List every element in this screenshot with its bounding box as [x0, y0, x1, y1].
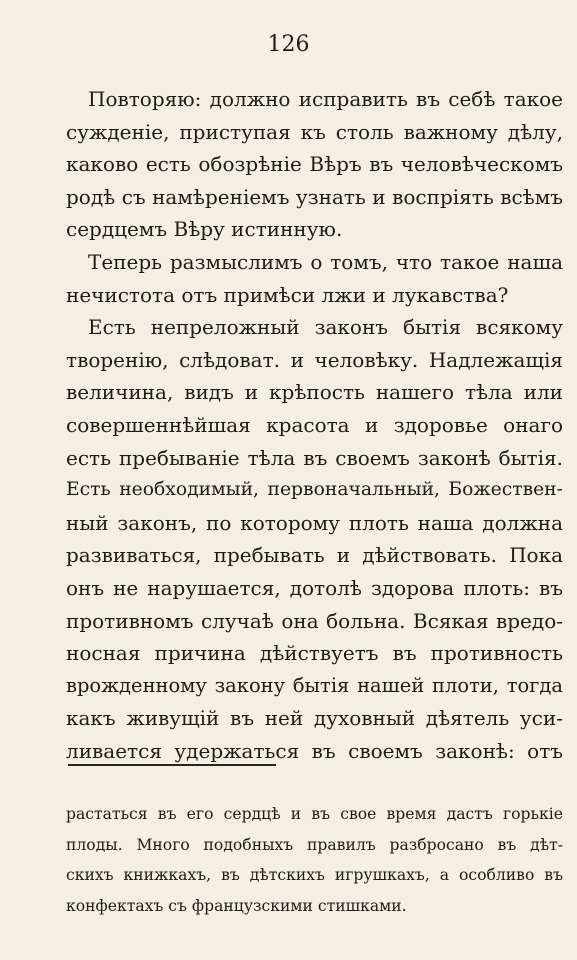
- paragraph-line: Повторяю: должно исправить въ себѣ такое: [88, 87, 563, 111]
- paragraph-line: какъ живущій въ ней духовный дѣятель уси-: [66, 706, 563, 731]
- paragraph-line: совершеннѣйшая красота и здоровье онаго: [66, 412, 563, 437]
- paragraph-line: родѣ съ намѣреніемъ узнать и воспріять всѣмъ: [66, 184, 563, 209]
- footnote-line: конфектахъ съ французскими стишками.: [66, 896, 407, 915]
- paragraph-line: онъ не нарушается, дотолѣ здорова плоть: въ: [66, 575, 563, 600]
- paragraph-line: каково есть обозрѣніе Вѣръ въ человѣческомъ: [66, 152, 563, 177]
- footnote-line: скихъ книжкахъ, въ дѣтскихъ игрушкахъ, а особливо въ: [66, 866, 563, 884]
- paragraph-line: сужденіе, приступая къ столь важному дѣлу,: [66, 119, 563, 144]
- page-number: 126: [267, 32, 310, 57]
- paragraph-line: противномъ случаѣ она больна. Всякая вредо-: [66, 608, 563, 633]
- paragraph-line: ливается удержаться въ своемъ законѣ: отъ: [66, 738, 563, 763]
- paragraph-line: сердцемъ Вѣру истинную.: [66, 217, 343, 242]
- paragraph-line: величина, видъ и крѣпость нашего тѣла или: [66, 380, 563, 405]
- paragraph-line: Есть непреложный законъ бытія всякому: [88, 315, 563, 340]
- footnote: [66, 799, 563, 921]
- paragraph-line: творенію, слѣдоват. и человѣку. Надлежащія: [66, 347, 563, 372]
- paragraph-line: нечистота отъ примѣси лжи и лукавства?: [66, 282, 509, 307]
- paragraph-line: ный законъ, по которому плоть наша должна: [66, 510, 563, 535]
- paragraph-line: Есть необходимый, первоначальный, Божествен-: [66, 479, 563, 501]
- main-text: [66, 83, 563, 767]
- footnote-line: растаться въ его сердцѣ и въ свое время дастъ горькіе: [66, 805, 563, 823]
- paragraph-line: есть пребываніе тѣла въ своемъ законѣ бытія.: [66, 445, 563, 470]
- paragraph-line: носная причина дѣйствуетъ въ противность: [66, 641, 563, 666]
- footnote-line: плоды. Много подобныхъ правилъ разбросано въ дѣт-: [66, 835, 563, 854]
- footnote-separator: [68, 764, 276, 766]
- paragraph-line: развиваться, пребывать и дѣйствовать. Пока: [66, 543, 563, 568]
- paragraph-line: Теперь размыслимъ о томъ, что такое наша: [88, 249, 563, 274]
- paragraph-line: врожденному закону бытія нашей плоти, тогда: [66, 673, 563, 697]
